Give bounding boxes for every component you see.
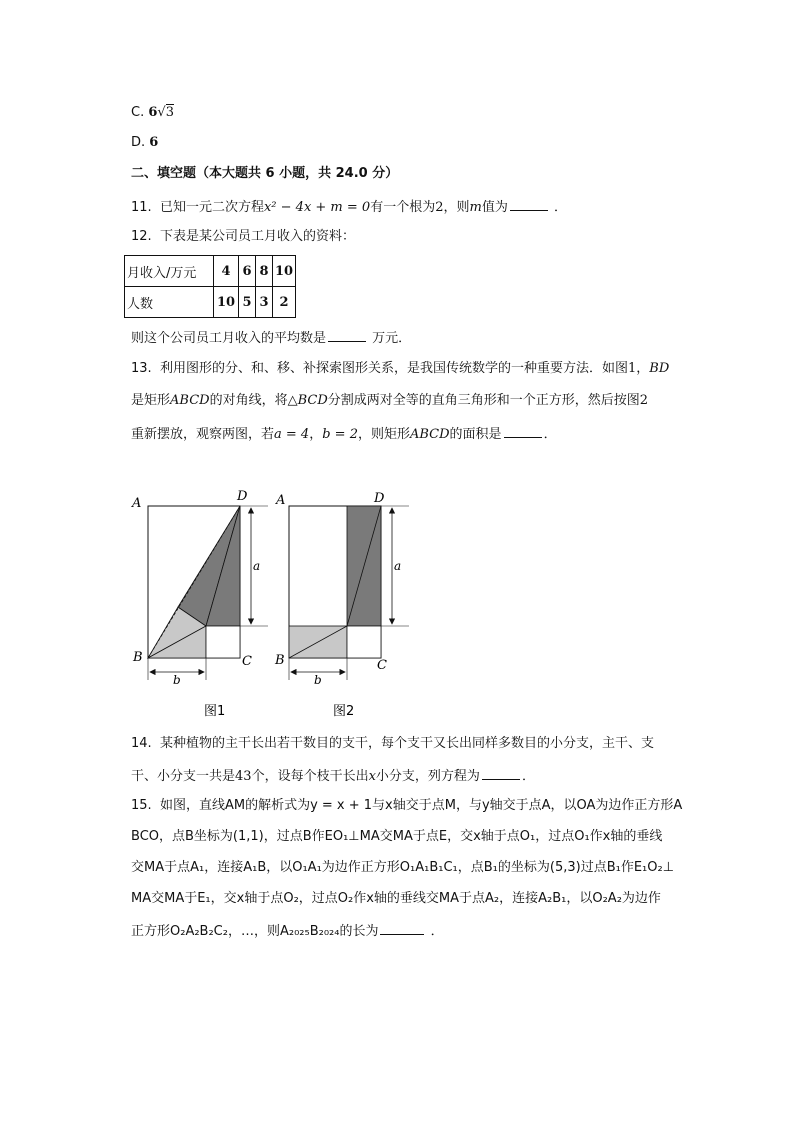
option-c: [131, 105, 174, 121]
question-14-line-1: [131, 736, 654, 752]
q15-answer-blank[interactable]: [380, 922, 424, 935]
figure-1: [131, 489, 268, 719]
q13-abcd: ABCD: [170, 393, 210, 408]
fig2-label-b-len: b: [314, 673, 322, 687]
question-14-line-2: [131, 767, 535, 785]
fig1-label-d: D: [237, 489, 248, 504]
option-d-letter: D.: [131, 135, 146, 150]
table-cell: 2: [273, 287, 296, 318]
q12-number: 12.: [131, 229, 152, 244]
question-13-line-3: [131, 425, 557, 443]
table-cell: 8: [256, 256, 273, 287]
q11-text-2: 有一个根为: [370, 200, 436, 215]
q14-text: 小分支，列方程为: [375, 769, 480, 784]
question-12: [131, 229, 355, 245]
option-d: [131, 135, 158, 151]
q13-b-value: b = 2: [322, 427, 358, 442]
question-15-line-4: MA交MA于E₁，交x轴于点O₂，过点O₂作x轴的垂线交MA于点A₂，连接A₂B₁，以O₂A₂为边作: [131, 891, 661, 906]
q13-comma: ，: [309, 427, 323, 442]
option-c-coef: 6: [148, 105, 158, 120]
fig2-caption: 图2: [333, 704, 355, 719]
q14-text: 某种植物的主干长出若干数目的支干，每个支干又长出同样多数目的小分支，主干、支: [159, 736, 654, 751]
table-row: [125, 256, 296, 287]
q13-abcd-2: ABCD: [409, 427, 450, 442]
q13-text: 的对角线，将: [209, 393, 288, 408]
figure-diagram: [120, 480, 410, 725]
table-row: [125, 287, 296, 318]
q13-sep: ，: [636, 361, 650, 376]
option-c-radicand: 3: [165, 105, 174, 120]
q11-end: ．: [553, 200, 567, 215]
section-title: 二、填空题（本大题共 6 小题，共 24.0 分）: [131, 166, 399, 181]
question-15-line-5: [131, 922, 444, 940]
fig1-label-b: B: [133, 650, 143, 665]
q13-fig1-ref: 1: [627, 361, 637, 376]
q11-answer-blank[interactable]: [510, 198, 548, 211]
question-15-line-3: 交MA于点A₁，连接A₁B，以O₁A₁为边作正方形O₁A₁B₁C₁，点B₁的坐标为(5,3)过点B₁作E₁O₂⊥: [131, 860, 675, 875]
q13-bd: BD: [649, 361, 670, 376]
fig1-label-a: A: [132, 496, 142, 511]
fig2-label-b: B: [275, 653, 285, 668]
q11-root: 2: [435, 200, 444, 215]
q11-var: m: [469, 200, 482, 215]
q13-number: 13.: [131, 361, 152, 376]
table-cell: 4: [214, 256, 239, 287]
q14-answer-blank[interactable]: [482, 767, 520, 780]
q11-text-3: ，则: [443, 200, 470, 215]
q12-answer-blank[interactable]: [328, 329, 366, 342]
question-13-line-2: [131, 393, 648, 409]
fig2-label-c: C: [377, 658, 387, 673]
fig1-square: [206, 626, 240, 658]
question-15-line-1: [131, 798, 682, 814]
q15-text: 正方形O₂A₂B₂C₂，…，则A₂₀₂₅B₂₀₂₄的长为: [131, 924, 379, 939]
table-cell: 10: [273, 256, 296, 287]
q12-after: [131, 329, 411, 347]
q13-text: 利用图形的分、和、移、补探索图形关系，是我国传统数学的一种重要方法．如图: [159, 361, 628, 376]
q13-triangle: △BCD: [287, 393, 328, 408]
q13-text: 的面积是: [449, 427, 502, 442]
q12-after-unit: 万元．: [372, 331, 412, 346]
q11-equation: x² − 4x + m = 0: [263, 200, 371, 215]
fig1-label-b-len: b: [173, 673, 181, 687]
q12-after-text: 则这个公司员工月收入的平均数是: [131, 331, 327, 346]
table-row-label: 人数: [125, 287, 214, 318]
q13-text: 重新摆放，观察两图，若: [131, 427, 275, 442]
fig2-square: [347, 626, 381, 658]
q14-text: 个，设每个枝干长出: [251, 769, 369, 784]
option-d-value: 6: [149, 135, 159, 150]
fig1-caption: 图1: [204, 704, 226, 719]
fig2-label-a: A: [276, 493, 286, 508]
q14-var-x: x: [368, 769, 376, 784]
q11-text-4: 值为: [481, 200, 508, 215]
table-cell: 5: [239, 287, 256, 318]
q14-number: 14.: [131, 736, 152, 751]
fig2-label-d: D: [374, 491, 385, 506]
question-15-line-2: BCO，点B坐标为(1,1)，过点B作EO₁⊥MA交MA于点E，交x轴于点O₁，过点O₁作x轴的垂线: [131, 829, 663, 844]
q11-number: 11.: [131, 200, 152, 215]
fig1-label-a-len: a: [253, 559, 261, 573]
q12-intro: 下表是某公司员工月收入的资料：: [159, 229, 355, 244]
q13-fig2-ref: 2: [639, 393, 649, 408]
table-cell: 10: [214, 287, 239, 318]
q11-text: 已知一元二次方程: [159, 200, 264, 215]
q14-text: 干、小分支一共是: [131, 769, 236, 784]
q15-text: 如图，直线AM的解析式为y = x + 1与x轴交于点M，与y轴交于点A，以OA为边作正方形A: [159, 798, 683, 813]
income-table: [124, 255, 296, 318]
q13-text: ，则矩形: [357, 427, 410, 442]
fig1-label-c: C: [242, 654, 252, 669]
table-row-label: 月收入/万元: [125, 256, 214, 287]
q14-total: 43: [235, 769, 252, 784]
sqrt-symbol: √: [157, 105, 166, 120]
option-c-letter: C.: [131, 105, 145, 120]
question-13-line-1: [131, 361, 669, 377]
q13-text: 是矩形: [131, 393, 171, 408]
figure-2: [274, 491, 409, 719]
q13-answer-blank[interactable]: [504, 425, 542, 438]
q13-text: 分割成两对全等的直角三角形和一个正方形，然后按图: [327, 393, 640, 408]
fig2-label-a-len: a: [394, 559, 402, 573]
q15-end: ．: [430, 924, 444, 939]
q13-end: ．: [543, 427, 557, 442]
table-cell: 6: [239, 256, 256, 287]
table-cell: 3: [256, 287, 273, 318]
q14-end: ．: [521, 769, 535, 784]
question-11: [131, 198, 567, 216]
q13-a-value: a = 4: [274, 427, 310, 442]
q15-number: 15.: [131, 798, 152, 813]
